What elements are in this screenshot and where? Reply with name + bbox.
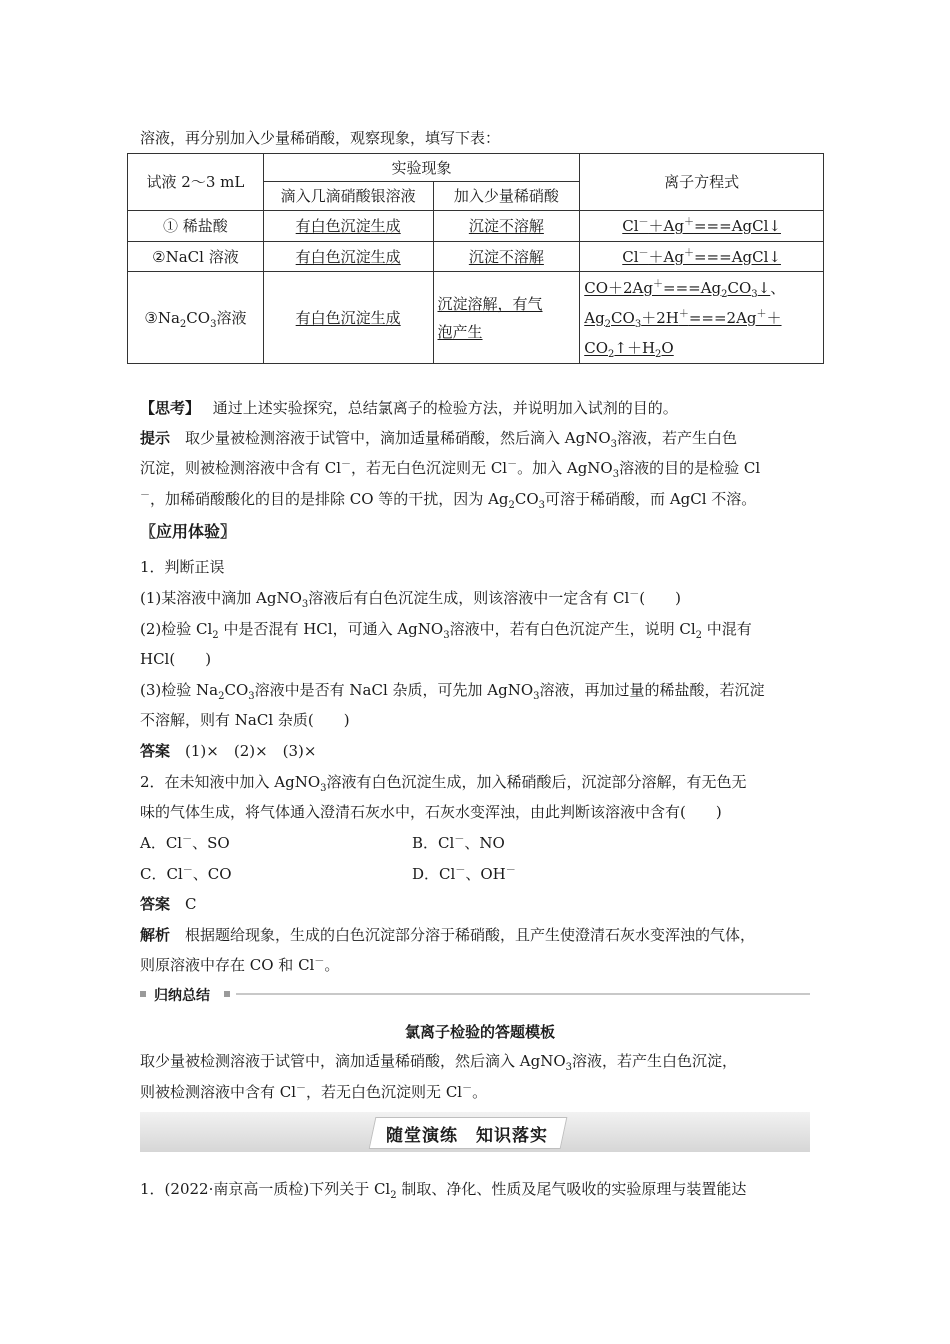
q2-option-c: C．Cl－、CO (140, 865, 232, 883)
row3-agno3-result: 有白色沉淀生成 (295, 308, 401, 327)
row1-sample: ① 稀盐酸 (128, 211, 264, 242)
q1-answer-label: 答案 (140, 742, 171, 760)
hint-label: 提示 (140, 429, 171, 447)
summary-line1: 取少量被检测溶液于试管中，滴加适量稀硝酸，然后滴入 AgNO$_3$溶液，若产生白色沉淀， (140, 1052, 738, 1073)
summary-bullet-right (224, 991, 230, 997)
header-add-agno3: 滴入几滴硝酸银溶液 (263, 182, 433, 211)
summary-title: 氯离子检验的答题模板 (404, 1023, 555, 1041)
q2-analysis-line2: 则原溶液中存在 CO 和 Cl－。 (140, 956, 340, 974)
summary-line2: 则被检测溶液中含有 Cl－，若无白色沉淀则无 Cl－。 (140, 1083, 488, 1101)
practice-q1: 1．(2022·南京高一质检)下列关于 $Cl_2$ 制取、净化、性质及尾气吸收的实验原理与装置能达 (140, 1180, 747, 1201)
q1-answer (140, 741, 820, 761)
hint-line-2: 沉淀，则被检测溶液中含有 Cl－，若无白色沉淀则无 Cl－。加入 AgNO$_3$溶液的目的是检验 Cl (140, 459, 761, 480)
row1-agno3-result: 有白色沉淀生成 (295, 217, 401, 235)
row2-equation: Cl－＋Ag＋===AgCl↓ (622, 247, 781, 266)
row3-hno3-result-line2: 泡产生 (437, 322, 483, 341)
q2-option-b: B．Cl－、NO (412, 834, 505, 852)
q2-stem-line1: 2．在未知液中加入 AgNO$_3$溶液有白色沉淀生成，加入稀硝酸后，沉淀部分溶解，有无色无 (140, 773, 747, 794)
q1-item-3-line2: 不溶解，则有 NaCl 杂质( ) (140, 711, 350, 729)
q2-answer-label: 答案 (140, 895, 171, 913)
summary-rule (236, 993, 810, 995)
row1-equation: Cl－＋Ag＋===AgCl↓ (622, 217, 781, 235)
q2-option-d: D．Cl－、OH－ (412, 865, 516, 883)
q1-item-2-line1: (2)检验 $Cl_2$ 中是否混有 HCl，可通入 AgNO$_3$溶液中，若有白色沉淀产生，说明 $Cl_2$ 中混有 (140, 620, 752, 641)
row3-sample: $③Na_2CO_3$溶液 (128, 272, 264, 364)
think-text: 通过上述实验探究，总结氯离子的检验方法，并说明加入试剂的目的。 (212, 399, 678, 417)
summary-label: 归纳总结 (154, 988, 210, 1004)
q1-answer-value: (1)× (2)× (3)× (185, 742, 317, 760)
q1-item-1: (1)某溶液中滴加 AgNO$_3$溶液后有白色沉淀生成，则该溶液中一定含有 Cl－( ) (140, 589, 682, 610)
q2-answer (140, 894, 820, 914)
header-add-hno3: 加入少量稀硝酸 (433, 182, 580, 211)
summary-divider (140, 985, 810, 1003)
header-equation: 离子方程式 (580, 154, 824, 211)
q1-item-2-line2: HCl( ) (140, 650, 212, 668)
row2-sample: ②NaCl 溶液 (128, 242, 264, 272)
intro-text: 溶液，再分别加入少量稀硝酸，观察现象，填写下表： (140, 129, 501, 147)
experiment-table (127, 153, 824, 364)
q1-item-3-line1: (3)检验 $Na_2CO_3$溶液中是否有 NaCl 杂质，可先加 AgNO$_3$溶液，再加过量的稀盐酸，若沉淀 (140, 681, 765, 702)
think-line (140, 398, 820, 418)
row2-hno3-result: 沉淀不溶解 (468, 247, 544, 266)
summary-bullet-left (140, 991, 146, 997)
row3-equation: $CO+2Ag^+===Ag_2CO_3↓$、 $Ag_2CO_3+2H^+===2Ag^++$ $CO_2↑+H_2O$ (580, 272, 824, 364)
q2-stem-line2: 味的气体生成，将气体通入澄清石灰水中，石灰水变浑浊，由此判断该溶液中含有( ) (140, 803, 722, 821)
row2-agno3-result: 有白色沉淀生成 (295, 247, 401, 266)
apply-section-header: 〖应用体验〗 (140, 522, 237, 541)
q2-analysis-line1: 解析 根据题给现象，生成的白色沉淀部分溶于稀硝酸，且产生使澄清石灰水变浑浊的气体， (140, 926, 756, 944)
think-label: 【思考】 (140, 399, 201, 417)
q2-answer-value: C (185, 895, 197, 913)
header-sample: 试液 2～3 mL (128, 154, 264, 211)
hint-line-1: 提示 取少量被检测溶液于试管中，滴加适量稀硝酸，然后滴入 AgNO$_3$溶液，若产生白色 (140, 429, 738, 450)
q2-analysis-label: 解析 (140, 926, 171, 944)
header-phenomenon: 实验现象 (263, 154, 579, 182)
row3-hno3-result-line1: 沉淀溶解，有气 (437, 294, 543, 313)
q2-option-a: A．Cl－、SO (140, 834, 230, 852)
hint-line-3: －，加稀硝酸酸化的目的是排除 CO 等的干扰，因为 $Ag_2CO_3$可溶于稀硝酸，而 AgCl 不溶。 (140, 490, 757, 511)
q1-title: 1．判断正误 (140, 558, 225, 576)
practice-banner-text: 随堂演练 知识落实 (386, 1126, 548, 1146)
row1-hno3-result: 沉淀不溶解 (468, 217, 544, 235)
